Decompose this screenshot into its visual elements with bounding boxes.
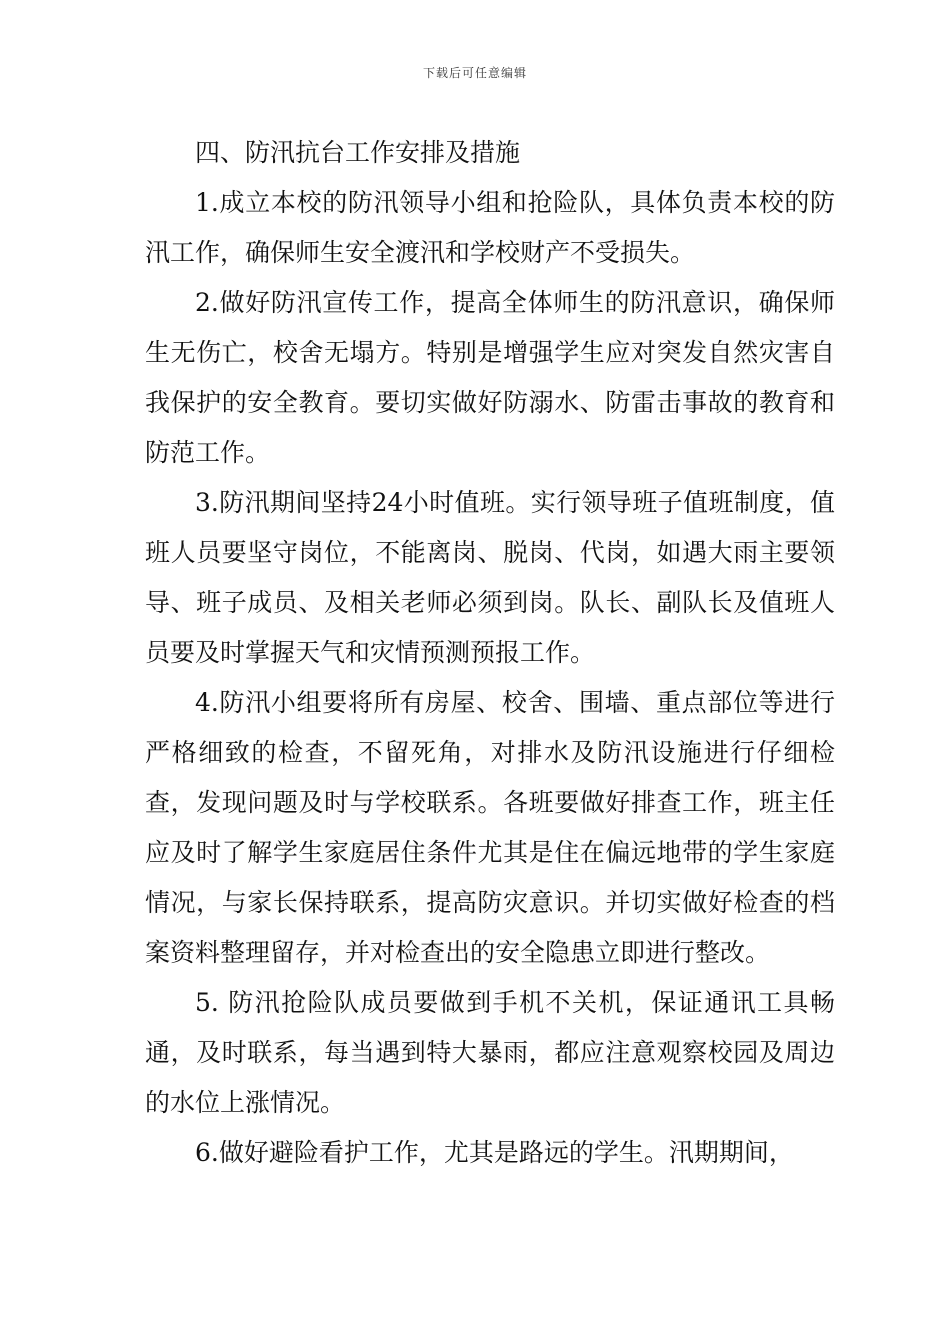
paragraph-1: 1.成立本校的防汛领导小组和抢险队，具体负责本校的防汛工作，确保师生安全渡汛和学校财产不受损失。	[145, 188, 835, 267]
section-heading: 四、防汛抗台工作安排及措施	[195, 138, 521, 167]
paragraph-6: 6.做好避险看护工作，尤其是路远的学生。汛期期间，	[195, 1138, 794, 1167]
paragraph-4: 4.防汛小组要将所有房屋、校舍、围墙、重点部位等进行严格细致的检查，不留死角，对排水及防汛设施进行仔细检查，发现问题及时与学校联系。各班要做好排查工作，班主任应及时了解学生家庭居住条件尤其是住在偏远地带的学生家庭情况，与家长保持联系，提高防灾意识。并切实做好检查的档案资料整理留存，并对检查出的安全隐患立即进行整改。	[145, 688, 835, 967]
paragraph-5: 5. 防汛抢险队成员要做到手机不关机，保证通讯工具畅通，及时联系，每当遇到特大暴雨，都应注意观察校园及周边的水位上涨情况。	[145, 988, 835, 1117]
page-header-note: 下载后可任意编辑	[422, 66, 527, 80]
paragraph-3: 3.防汛期间坚持24小时值班。实行领导班子值班制度，值班人员要坚守岗位，不能离岗、脱岗、代岗，如遇大雨主要领导、班子成员、及相关老师必须到岗。队长、副队长及值班人员要及时掌握天气和灾情预测预报工作。	[145, 488, 835, 667]
document-body	[145, 128, 835, 1178]
paragraph-2: 2.做好防汛宣传工作，提高全体师生的防汛意识，确保师生无伤亡，校舍无塌方。特别是增强学生应对突发自然灾害自我保护的安全教育。要切实做好防溺水、防雷击事故的教育和防范工作。	[145, 288, 835, 467]
